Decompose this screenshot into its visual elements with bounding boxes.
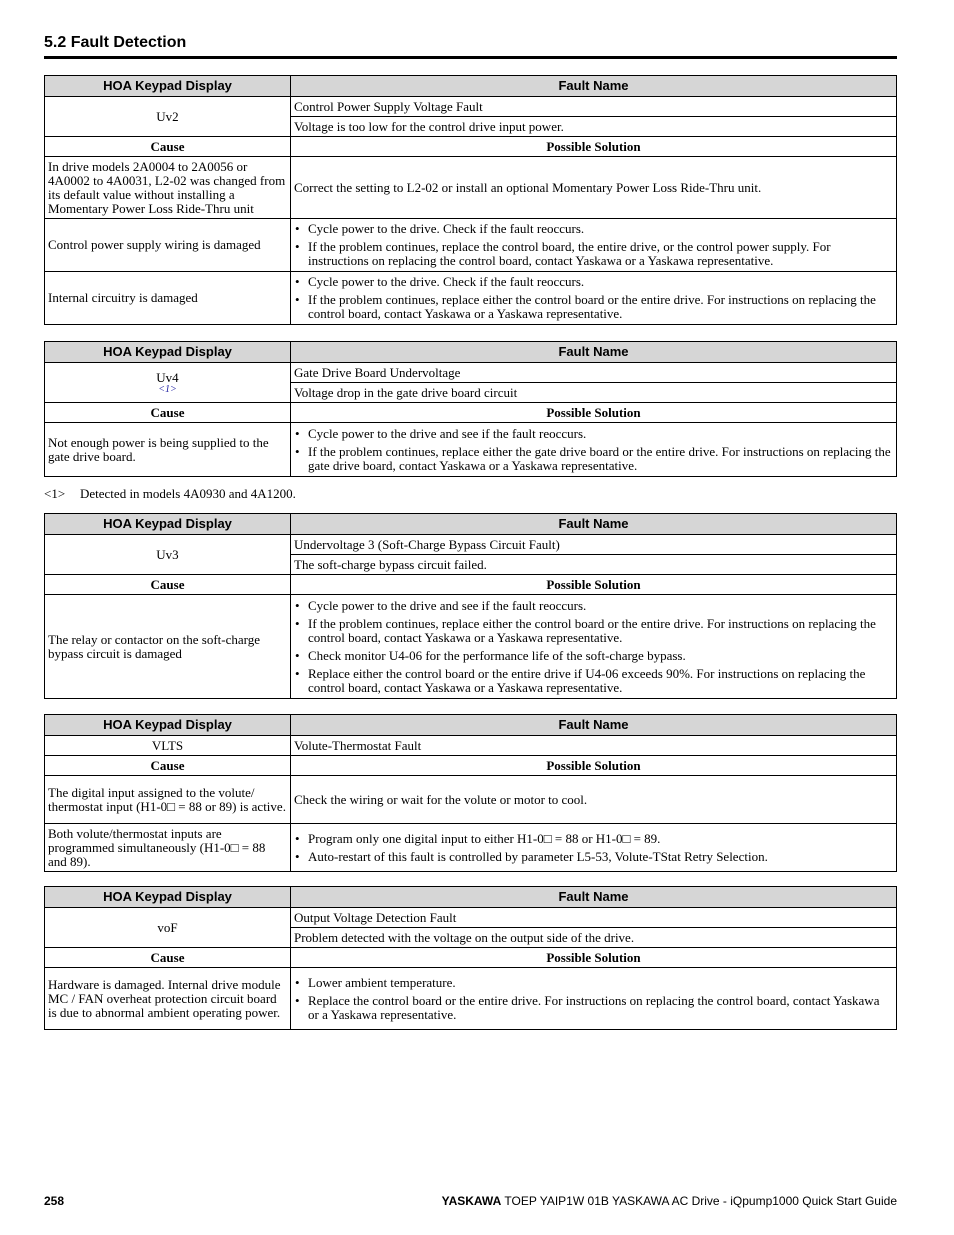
hoa-keypad-display-header: HOA Keypad Display: [45, 342, 291, 363]
solution-item: • Cycle power to the drive and see if the fault reoccurs.: [294, 427, 893, 441]
fault-name: Volute-Thermostat Fault: [291, 736, 897, 756]
footnote-reference: <1>: [158, 383, 177, 395]
cause-header: Cause: [45, 575, 291, 595]
solution-item: • Cycle power to the drive. Check if the fault reoccurs.: [294, 222, 893, 236]
fault-description: Voltage drop in the gate drive board circuit: [291, 383, 897, 403]
possible-solution-header: Possible Solution: [291, 948, 897, 968]
section-title: 5.2 Fault Detection: [44, 34, 187, 51]
cause-text: Not enough power is being supplied to the gate drive board.: [45, 423, 291, 477]
possible-solution-header: Possible Solution: [291, 403, 897, 423]
solution-item: • Replace the control board or the entire drive. For instructions on replacing the control board, contact Yaskawa or a Yaskawa representative.: [294, 994, 893, 1022]
cause-header: Cause: [45, 756, 291, 776]
footer-brand: YASKAWA: [441, 1194, 502, 1208]
fault-name: Gate Drive Board Undervoltage: [291, 363, 897, 383]
solution-item: • Program only one digital input to either H1-0□ = 88 or H1-0□ = 89.: [294, 832, 893, 846]
solution-item: • Check monitor U4-06 for the performance life of the soft-charge bypass.: [294, 649, 893, 663]
hoa-keypad-display-header: HOA Keypad Display: [45, 76, 291, 97]
fault-name-header: Fault Name: [291, 514, 897, 535]
solution-list: [294, 976, 893, 1022]
fault-code: Uv4: [156, 369, 179, 385]
cause-text: In drive models 2A0004 to 2A0056 or 4A0002 to 4A0031, L2-02 was changed from its default value without installing a Momentary Power Loss Ride-Thru unit: [45, 157, 291, 219]
cause-header: Cause: [45, 948, 291, 968]
solution-item: • Cycle power to the drive. Check if the fault reoccurs.: [294, 275, 893, 289]
fault-name-header: Fault Name: [291, 76, 897, 97]
footer-doc-title: TOEP YAIP1W 01B YASKAWA AC Drive - iQpump1000 Quick Start Guide: [504, 1194, 897, 1208]
page-number: 258: [44, 1194, 65, 1208]
cause-text: Internal circuitry is damaged: [45, 272, 291, 325]
hoa-keypad-display-header: HOA Keypad Display: [45, 715, 291, 736]
fault-code: Uv2: [45, 97, 291, 137]
fault-description: Problem detected with the voltage on the output side of the drive.: [291, 928, 897, 948]
solution-text: Correct the setting to L2-02 or install an optional Momentary Power Loss Ride-Thru unit.: [291, 157, 897, 219]
solution-item: • If the problem continues, replace the control board, the entire drive, or the control power supply. For instructions on replacing the control board, contact Yaskawa or a Yaskawa representative.: [294, 240, 893, 268]
solution-list: [294, 599, 893, 695]
possible-solution-header: Possible Solution: [291, 137, 897, 157]
cause-header: Cause: [45, 403, 291, 423]
solution-text: Check the wiring or wait for the volute or motor to cool.: [291, 776, 897, 824]
page-footer: [44, 1194, 897, 1210]
footnote: [44, 486, 296, 502]
fault-table-uv4: [44, 341, 897, 477]
solution-list: [294, 832, 893, 864]
hoa-keypad-display-header: HOA Keypad Display: [45, 514, 291, 535]
fault-name: Undervoltage 3 (Soft-Charge Bypass Circuit Fault): [291, 535, 897, 555]
cause-text: Control power supply wiring is damaged: [45, 219, 291, 272]
solution-item: • Replace either the control board or the entire drive if U4-06 exceeds 90%. For instructions on replacing the control board, contact Yaskawa or a Yaskawa representative.: [294, 667, 893, 695]
solution-item: • Auto-restart of this fault is controlled by parameter L5-53, Volute-TStat Retry Selection.: [294, 850, 893, 864]
fault-name-header: Fault Name: [291, 715, 897, 736]
fault-name: Output Voltage Detection Fault: [291, 908, 897, 928]
solution-item: • Lower ambient temperature.: [294, 976, 893, 990]
solution-list: [294, 222, 893, 268]
fault-code: voF: [45, 908, 291, 948]
fault-description: Voltage is too low for the control drive input power.: [291, 117, 897, 137]
solution-cell: [291, 423, 897, 477]
solution-list: [294, 427, 893, 473]
solution-cell: [291, 968, 897, 1030]
solution-item: • If the problem continues, replace either the gate drive board or the entire drive. For instructions on replacing the gate drive board, contact Yaskawa or a Yaskawa representative.: [294, 445, 893, 473]
footnote-mark: <1>: [44, 486, 66, 501]
solution-cell: [291, 272, 897, 325]
fault-code: VLTS: [45, 736, 291, 756]
solution-cell: [291, 219, 897, 272]
fault-code: Uv3: [45, 535, 291, 575]
solution-item: • Cycle power to the drive and see if the fault reoccurs.: [294, 599, 893, 613]
solution-cell: [291, 824, 897, 872]
possible-solution-header: Possible Solution: [291, 756, 897, 776]
fault-table-vlts: [44, 714, 897, 872]
solution-item: • If the problem continues, replace either the control board or the entire drive. For instructions on replacing the control board, contact Yaskawa or a Yaskawa representative.: [294, 293, 893, 321]
page-header: [44, 34, 897, 59]
hoa-keypad-display-header: HOA Keypad Display: [45, 887, 291, 908]
cause-text: Both volute/thermostat inputs are programmed simultaneously (H1-0□ = 88 and 89).: [45, 824, 291, 872]
solution-list: [294, 275, 893, 321]
footer-doc-info: [442, 1194, 897, 1208]
cause-text: Hardware is damaged. Internal drive module MC / FAN overheat protection circuit board is due to abnormal ambient operating power.: [45, 968, 291, 1030]
solution-item: • If the problem continues, replace either the control board or the entire drive. For instructions on replacing the control board, contact Yaskawa or a Yaskawa representative.: [294, 617, 893, 645]
cause-header: Cause: [45, 137, 291, 157]
fault-description: The soft-charge bypass circuit failed.: [291, 555, 897, 575]
fault-code-cell: [45, 363, 291, 403]
fault-name: Control Power Supply Voltage Fault: [291, 97, 897, 117]
fault-table-uv3: [44, 513, 897, 699]
footnote-text: Detected in models 4A0930 and 4A1200.: [80, 486, 296, 501]
fault-table-uv2: [44, 75, 897, 325]
cause-text: The digital input assigned to the volute/ thermostat input (H1-0□ = 88 or 89) is active.: [45, 776, 291, 824]
fault-name-header: Fault Name: [291, 342, 897, 363]
fault-name-header: Fault Name: [291, 887, 897, 908]
solution-cell: [291, 595, 897, 699]
cause-text: The relay or contactor on the soft-charge bypass circuit is damaged: [45, 595, 291, 699]
possible-solution-header: Possible Solution: [291, 575, 897, 595]
fault-table-vof: [44, 886, 897, 1030]
